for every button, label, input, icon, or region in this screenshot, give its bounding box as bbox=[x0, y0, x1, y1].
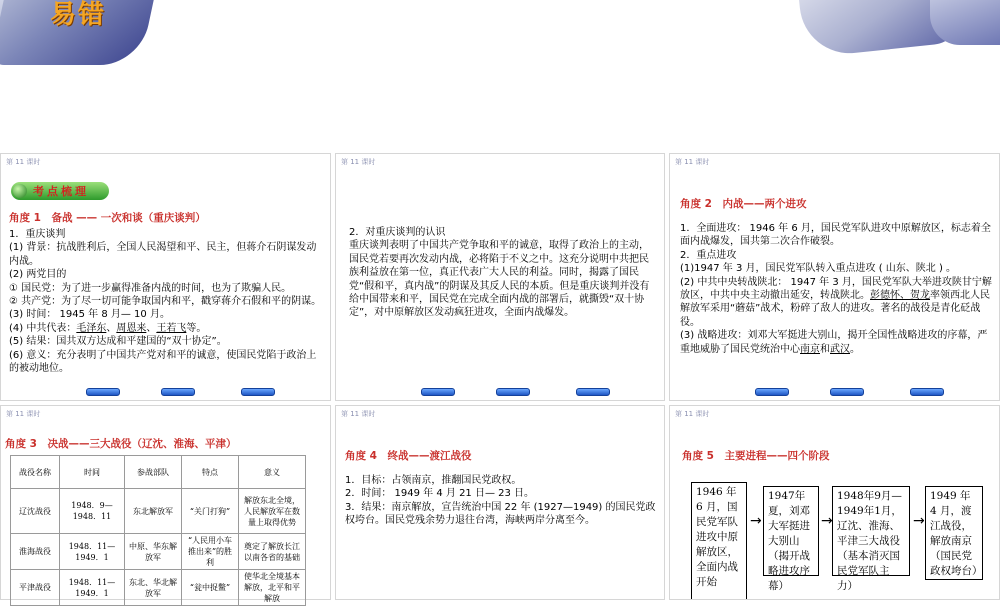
angle-title: 角度 2 内战——两个进攻 bbox=[680, 198, 807, 210]
table-cell: “关门打狗” bbox=[182, 489, 239, 534]
table-cell: 平津战役 bbox=[11, 570, 60, 606]
table-cell: 使华北全境基本解放，北平和平解放 bbox=[239, 570, 306, 606]
content-text bbox=[349, 226, 655, 320]
angle-title: 角度 3 决战——三大战役（辽沈、淮海、平津） bbox=[5, 438, 237, 450]
column-header: 时间 bbox=[60, 456, 125, 489]
text-line: (1) 背景：抗战胜利后，全国人民渴望和平、民主，但蒋介石阴谋发动内战。 bbox=[9, 242, 317, 267]
table-cell: 辽沈战役 bbox=[11, 489, 60, 534]
nav-prev-button[interactable] bbox=[86, 388, 120, 396]
battles-table bbox=[10, 455, 306, 606]
reps-prefix: (4) 中共代表： bbox=[9, 322, 77, 334]
text-line: ① 国民党：为了进一步赢得准备内战的时间，也为了欺骗人民。 bbox=[9, 282, 292, 294]
rep-name: 周恩来 bbox=[116, 322, 147, 334]
lesson-tag: 第 11 课时 bbox=[675, 410, 710, 418]
text-run: (2) 中共中央转战陕北： 1947 年 3 月，国民党军队大举进攻陕甘宁解放区，中共中央主动撤出延安，转战陕北。 bbox=[680, 276, 992, 302]
lesson-tag: 第 11 课时 bbox=[341, 158, 376, 166]
text-line: 2．重点进攻 bbox=[680, 249, 737, 261]
angle-title: 角度 5 主要进程——四个阶段 bbox=[682, 450, 830, 462]
table-cell: 淮海战役 bbox=[11, 534, 60, 570]
nav-home-button[interactable] bbox=[830, 388, 864, 396]
angle-title: 角度 1 备战 —— 一次和谈（重庆谈判） bbox=[9, 212, 206, 224]
arrow-right-icon: → bbox=[821, 513, 833, 529]
table-cell: 解放东北全境，人民解放军在数量上取得优势 bbox=[239, 489, 306, 534]
green-ball-icon bbox=[13, 184, 27, 198]
text-line bbox=[680, 329, 992, 356]
table-cell: “瓮中捉鳖” bbox=[182, 570, 239, 606]
text-line: ② 共产党：为了尽一切可能争取国内和平，戳穿蒋介石假和平的阴谋。 bbox=[9, 296, 322, 308]
slide-banner bbox=[0, 0, 1000, 152]
stage-box-3: 1948年9月—1949年1月，辽沈、淮海、平津三大战役（基本消灭国民党军队主力） bbox=[832, 486, 910, 576]
table-header-row bbox=[11, 456, 306, 489]
table-row bbox=[11, 534, 306, 570]
table-row bbox=[11, 570, 306, 606]
text-line: (3) 时间： 1945 年 8 月— 10 月。 bbox=[9, 309, 170, 321]
text-line: 2．时间： 1949 年 4 月 21 日— 23 日。 bbox=[345, 488, 535, 500]
nav-home-button[interactable] bbox=[161, 388, 195, 396]
commander-names: 彭德怀、贺龙 bbox=[870, 290, 930, 302]
lesson-tag: 第 11 课时 bbox=[6, 410, 41, 418]
text-line: 1．全面进攻： 1946 年 6 月，国民党军队进攻中原解放区，标志着全面内战爆发，国共第二次合作破裂。 bbox=[680, 223, 991, 248]
table-cell: 东北、华北解放军 bbox=[125, 570, 182, 606]
text-line: (2) 两党目的 bbox=[9, 269, 67, 281]
rep-name: 王若飞 bbox=[156, 322, 187, 334]
table-cell: 1948．9—1948．11 bbox=[60, 489, 125, 534]
slide-thumbnail-5[interactable] bbox=[335, 405, 665, 600]
text-line: 3．结果：南京解放，宣告统治中国 22 年 (1927—1949) 的国民党政权垮台。国民党残余势力退往台湾，海峡两岸分离至今。 bbox=[345, 501, 656, 527]
arrow-right-icon: → bbox=[750, 513, 762, 529]
text-line: 1．重庆谈判 bbox=[9, 229, 66, 240]
slide-thumbnail-3[interactable] bbox=[669, 153, 1000, 401]
text-run: 率领西北人民解放军采用“蘑菇”战术，粉碎了敌人的进攻。著名的战役是青化砭战役。 bbox=[680, 290, 990, 328]
table-row bbox=[11, 489, 306, 534]
section-title: 考点梳理 bbox=[33, 185, 89, 198]
text-line bbox=[680, 276, 992, 330]
table-cell: 1948．11—1949．1 bbox=[60, 534, 125, 570]
paragraph-text: 重庆谈判表明了中国共产党争取和平的诚意，取得了政治上的主动，国民党若要再次发动内战，必将陷于不义之中。这充分说明中共把民族利益放在第一位，真正代表广大人民的利益。同时，揭露了国民党“假和平，真内战”的阴谋及其反人民的本质。但是重庆谈判并没有给中国带来和平，国民党在完成全面内战的部署后，就撕毁“双十协定”，对中原解放区发动疯狂进攻，全面内战爆发。 bbox=[349, 240, 650, 319]
lesson-tag: 第 11 课时 bbox=[6, 158, 41, 166]
table-cell: 东北解放军 bbox=[125, 489, 182, 534]
stage-box-4: 1949 年 4 月，渡江战役，解放南京（国民党政权垮台） bbox=[925, 486, 983, 580]
column-header: 意义 bbox=[239, 456, 306, 489]
text-run: 。 bbox=[850, 343, 860, 355]
section-header bbox=[11, 182, 109, 200]
table-cell: 奠定了解放长江以南各省的基础 bbox=[239, 534, 306, 570]
lesson-tag: 第 11 课时 bbox=[675, 158, 710, 166]
decorative-cube-right-small bbox=[930, 0, 1000, 45]
representatives-line: (4) 中共代表：毛泽东、周恩来、王若飞等。 bbox=[9, 322, 207, 334]
slide-thumbnail-2[interactable] bbox=[335, 153, 665, 401]
angle-title: 角度 4 终战——渡江战役 bbox=[345, 450, 472, 462]
text-line: (1)1947 年 3 月，国民党军队转入重点进攻 ( 山东、陕北 ) 。 bbox=[680, 263, 957, 275]
text-line: (5) 结果：国共双方达成和平建国的“双十协定”。 bbox=[9, 336, 227, 348]
nav-home-button[interactable] bbox=[496, 388, 530, 396]
content-text bbox=[345, 474, 657, 528]
nav-next-button[interactable] bbox=[576, 388, 610, 396]
text-run: 和 bbox=[820, 343, 830, 355]
text-line: 1．目标：占领南京，推翻国民党政权。 bbox=[345, 475, 522, 486]
column-header: 战役名称 bbox=[11, 456, 60, 489]
banner-title: 易错 bbox=[50, 0, 107, 30]
slide-thumbnail-1[interactable] bbox=[0, 153, 331, 401]
nav-next-button[interactable] bbox=[241, 388, 275, 396]
slide-thumbnail-6[interactable] bbox=[669, 405, 1000, 600]
rep-name: 毛泽东 bbox=[76, 322, 107, 334]
nav-prev-button[interactable] bbox=[421, 388, 455, 396]
stage-box-2: 1947年夏，刘邓大军挺进大别山（揭开战略进攻序幕） bbox=[763, 486, 819, 576]
city-name: 南京 bbox=[800, 343, 820, 355]
text-run: (3) 战略进攻：刘邓大军挺进大别山，揭开全国性战略进攻的序幕，严重地威胁了国民党统治中心 bbox=[680, 330, 988, 355]
table-cell: 中原、华东解放军 bbox=[125, 534, 182, 570]
table-cell: “人民用小车推出来”的胜利 bbox=[182, 534, 239, 570]
text-line: (6) 意义：充分表明了中国共产党对和平的诚意，使国民党陷于政治上的被动地位。 bbox=[9, 349, 317, 375]
column-header: 特点 bbox=[182, 456, 239, 489]
reps-suffix: 等。 bbox=[186, 322, 207, 334]
table-cell: 1948．11—1949．1 bbox=[60, 570, 125, 606]
content-text bbox=[9, 228, 325, 375]
arrow-right-icon: → bbox=[913, 513, 925, 529]
nav-prev-button[interactable] bbox=[755, 388, 789, 396]
stage-box-1: 1946 年 6 月，国民党军队进攻中原解放区，全面内战开始 bbox=[691, 482, 747, 600]
nav-next-button[interactable] bbox=[910, 388, 944, 396]
city-name: 武汉 bbox=[830, 343, 850, 355]
paragraph-heading: 2．对重庆谈判的认识 bbox=[349, 227, 446, 238]
column-header: 参战部队 bbox=[125, 456, 182, 489]
lesson-tag: 第 11 课时 bbox=[341, 410, 376, 418]
content-text bbox=[680, 222, 992, 356]
